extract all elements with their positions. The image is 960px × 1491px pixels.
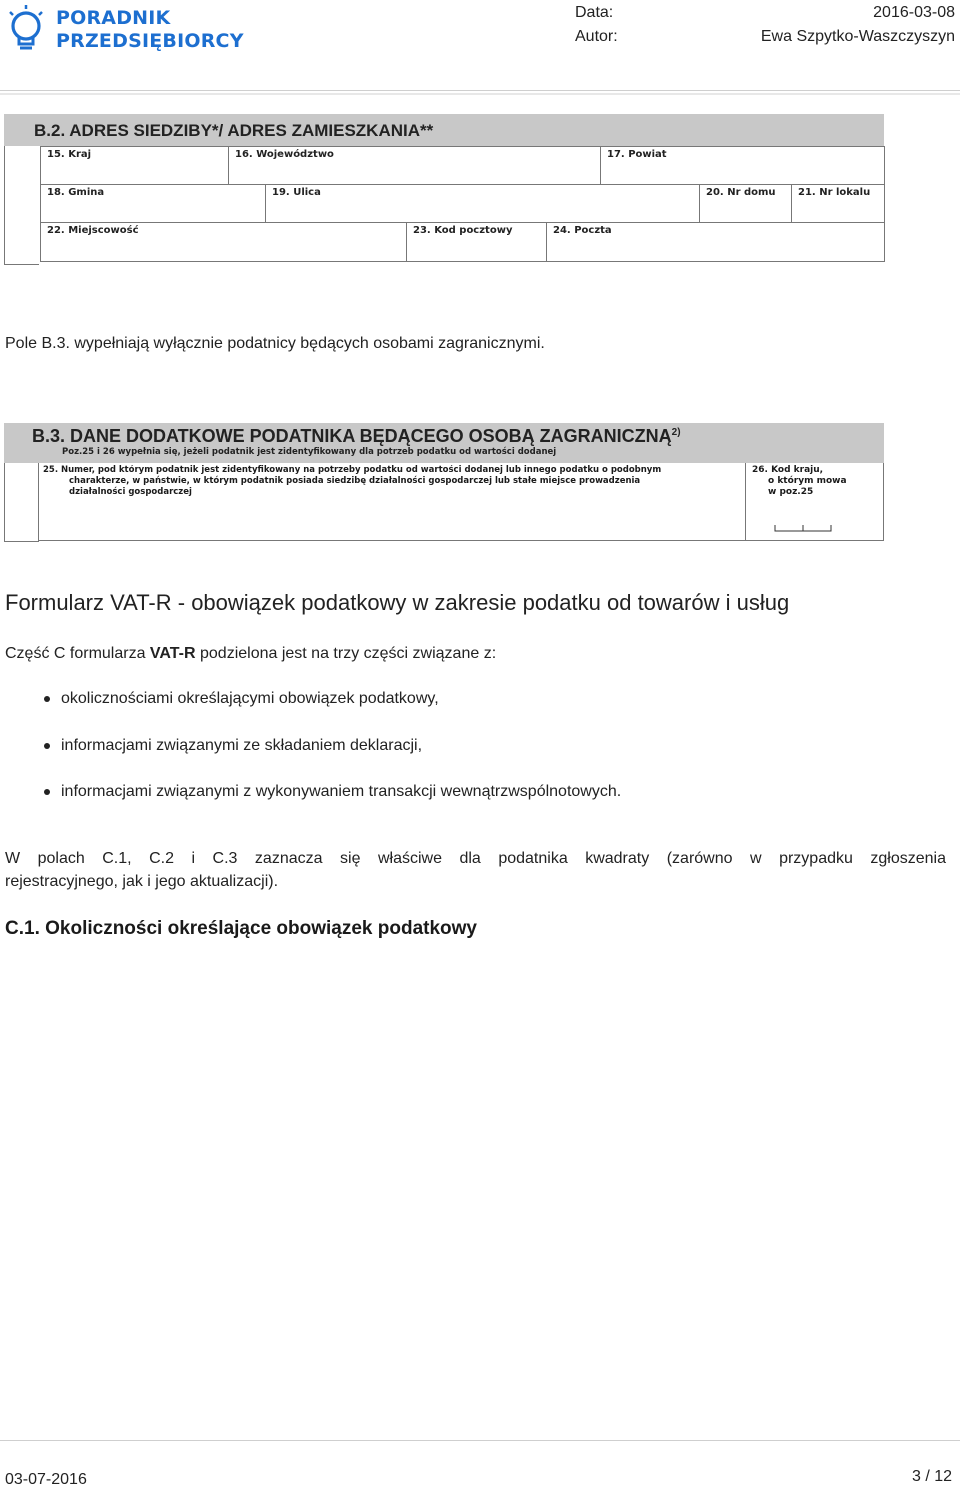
- bullet-text-2: informacjami związanymi ze składaniem deklaracji,: [61, 737, 423, 754]
- field-26-boxes: [774, 523, 834, 533]
- logo-line-1: PORADNIK: [56, 7, 171, 29]
- form-b3-title: B.3. DANE DODATKOWE PODATNIKA BĘDĄCEGO OSOBĄ ZAGRANICZNĄ: [32, 426, 672, 446]
- header-divider-shadow: [0, 93, 960, 95]
- bullet-icon: [44, 696, 50, 702]
- field-25-line-1: 25. Numer, pod którym podatnik jest zidentyfikowany na potrzeby podatku od wartości dodanej lub innego podatku o podobnym: [43, 465, 662, 475]
- intro-before: Część C formularza: [5, 645, 150, 662]
- intro-paragraph: [5, 643, 496, 665]
- field-26-line-2: o którym mowa: [768, 476, 847, 486]
- field-17-label: 17. Powiat: [607, 149, 667, 160]
- form-b2-grid: [40, 146, 885, 262]
- form-b3-subtitle: Poz.25 i 26 wypełnia się, jeżeli podatnik jest zidentyfikowany dla potrzeb podatku od wartości dodanej: [62, 447, 557, 457]
- form-b3-grid: [38, 463, 884, 541]
- field-16-label: 16. Województwo: [235, 149, 334, 160]
- form-b2-title: B.2. ADRES SIEDZIBY*/ ADRES ZAMIESZKANIA**: [4, 114, 884, 146]
- field-21-label: 21. Nr lokalu: [798, 187, 871, 198]
- list-item: [0, 735, 900, 757]
- date-label: Data:: [575, 4, 614, 21]
- field-15-label: 15. Kraj: [47, 149, 92, 160]
- field-25-line-3: działalności gospodarczej: [69, 487, 192, 497]
- header-divider: [0, 90, 960, 91]
- field-20-label: 20. Nr domu: [706, 187, 776, 198]
- field-22-label: 22. Miejscowość: [47, 225, 139, 236]
- date-value: 2016-03-08: [873, 4, 955, 21]
- field-18-label: 18. Gmina: [47, 187, 105, 198]
- list-item: [0, 688, 900, 710]
- field-26-line-3: w poz.25: [768, 487, 814, 497]
- paragraph-c-line-1: W polach C.1, C.2 i C.3 zaznacza się właściwe dla podatnika kwadraty (zarówno w przypadku zgłoszenia: [5, 850, 946, 867]
- field-25-line-2: charakterze, w państwie, w którym podatnik posiada siedzibę działalności gospodarczej lub stałe miejsce prowadzenia: [69, 476, 641, 486]
- logo[interactable]: [6, 2, 244, 58]
- intro-after: podzielona jest na trzy części związane z:: [195, 645, 497, 662]
- bullet-text-1: okolicznościami określającymi obowiązek podatkowy,: [61, 690, 439, 707]
- field-26-line-1: 26. Kod kraju,: [752, 465, 824, 475]
- intro-bold: VAT-R: [149, 645, 196, 662]
- form-b3-title-sup: 2): [671, 427, 681, 438]
- logo-line-2: PRZEDSIĘBIORCY: [56, 30, 244, 52]
- paragraph-b3-note: Pole B.3. wypełniają wyłącznie podatnicy będących osobami zagranicznymi.: [5, 335, 545, 352]
- form-b2-image: [4, 112, 886, 264]
- footer-date: 03-07-2016: [5, 1471, 87, 1488]
- list-item: [0, 781, 900, 803]
- author-value: Ewa Szpytko-Waszczyszyn: [760, 28, 955, 45]
- lightbulb-icon: [6, 4, 48, 54]
- footer-divider: [0, 1440, 960, 1441]
- subsection-title: C.1. Okoliczności określające obowiązek podatkowy: [5, 918, 477, 939]
- form-b3-image: [4, 423, 886, 543]
- paragraph-c-line-2: rejestracyjnego, jak i jego aktualizacji).: [5, 873, 279, 890]
- author-label: Autor:: [575, 28, 618, 45]
- section-title: Formularz VAT-R - obowiązek podatkowy w zakresie podatku od towarów i usług: [5, 590, 790, 615]
- field-23-label: 23. Kod pocztowy: [413, 225, 513, 236]
- bullet-icon: [44, 789, 50, 795]
- page-number: 3 / 12: [911, 1468, 952, 1485]
- field-19-label: 19. Ulica: [272, 187, 321, 198]
- field-26-cell: [745, 463, 885, 540]
- field-24-label: 24. Poczta: [553, 225, 612, 236]
- bullet-text-3: informacjami związanymi z wykonywaniem transakcji wewnątrzwspólnotowych.: [61, 783, 622, 800]
- form-b3-header: [4, 423, 884, 463]
- bullet-icon: [44, 743, 50, 749]
